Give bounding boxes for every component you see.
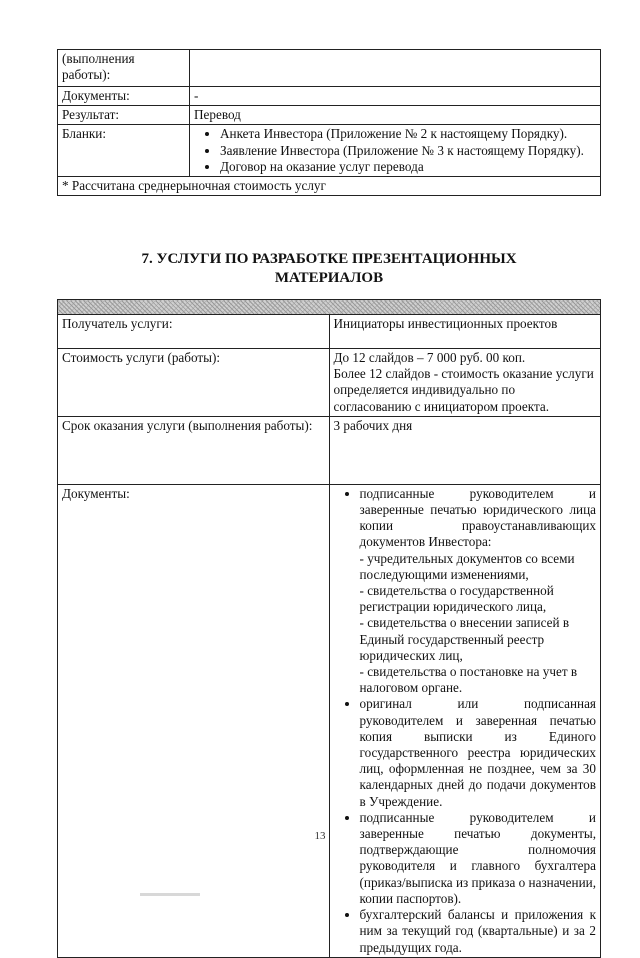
cost-cell: [329, 349, 601, 417]
row-value: Перевод: [190, 106, 601, 125]
sub-item: - свидетельства о постановке на учет в налоговом органе.: [359, 664, 578, 696]
page-number: 13: [314, 830, 326, 842]
row-label: Документы:: [58, 87, 190, 106]
table-row: [58, 177, 601, 196]
list-item: • подписанные руководителем и заверенные печатью документы, подтверждающие полномочия руководителя и главного бухгалтера (приказ/выписка из приказа о назначении, копии паспортов).: [360, 810, 597, 907]
row-label: Срок оказания услуги (выполнения работы):: [58, 416, 330, 484]
scan-artifact: [140, 893, 200, 896]
section-title-line-2: МАТЕРИАЛОВ: [274, 270, 384, 286]
list-item: • Заявление Инвестора (Приложение № 3 к настоящему Порядку).: [220, 143, 596, 159]
table-row: [58, 416, 601, 484]
cost-line: До 12 слайдов – 7 000 руб. 00 коп.: [333, 350, 526, 365]
sub-item: - свидетельства о государственной регистрации юридического лица,: [359, 583, 554, 615]
forms-list: [194, 126, 596, 175]
list-item: • бухгалтерский балансы и приложения к ним за текущий год (квартальные) и за 2 предыдущих года.: [360, 907, 597, 956]
row-label: Получатель услуги:: [58, 315, 330, 349]
forms-cell: [190, 125, 601, 177]
documents-cell: [329, 484, 601, 957]
list-item: • оригинал или подписанная руководителем и заверенная печатью копия выписки из Единого государственного реестра юридических лиц, оформленная не позднее, чем за 30 календарных дней до подачи документов в Учреждение.: [360, 696, 597, 809]
sub-item: - учредительных документов со всеми последующими изменениями,: [359, 550, 575, 582]
row-value: 3 рабочих дня: [329, 416, 601, 484]
row-label: Документы:: [58, 484, 330, 957]
row-label: Стоимость услуги (работы):: [58, 349, 330, 417]
sub-item: - свидетельства о внесении записей в Единый государственный реестр юридических лиц,: [359, 615, 570, 663]
row-label: Результат:: [58, 106, 190, 125]
row-value: [190, 50, 601, 87]
table-header-row: [58, 300, 601, 315]
row-value: Инициаторы инвестиционных проектов: [329, 315, 601, 349]
list-item: [360, 486, 597, 697]
row-label: Бланки:: [58, 125, 190, 177]
table-row: [58, 349, 601, 417]
section-heading: [57, 250, 601, 288]
footnote: * Рассчитана среднерыночная стоимость услуг: [58, 177, 601, 196]
row-label: (выполнения работы):: [58, 50, 190, 87]
section-title-line-1: 7. УСЛУГИ ПО РАЗРАБОТКЕ ПРЕЗЕНТАЦИОННЫХ: [141, 251, 517, 267]
table-row: [58, 125, 601, 177]
service-details-table: [57, 299, 601, 958]
row-value: -: [190, 87, 601, 106]
list-item: • Анкета Инвестора (Приложение № 2 к настоящему Порядку).: [220, 126, 596, 142]
table-row: [58, 484, 601, 957]
previous-service-table: [57, 49, 601, 196]
table-row: [58, 50, 601, 87]
table-row: [58, 315, 601, 349]
table-row: [58, 87, 601, 106]
table-row: [58, 106, 601, 125]
list-item: • Договор на оказание услуг перевода: [220, 159, 596, 175]
list-item-text: • подписанные руководителем и заверенные печатью юридического лица копии правоустанавливающих документов Инвестора:: [359, 485, 596, 550]
documents-list: [334, 486, 597, 956]
cost-line: Более 12 слайдов - стоимость оказание услуги определяется индивидуально по согласованию с инициатором проекта.: [333, 366, 594, 414]
shaded-header: [58, 300, 601, 315]
